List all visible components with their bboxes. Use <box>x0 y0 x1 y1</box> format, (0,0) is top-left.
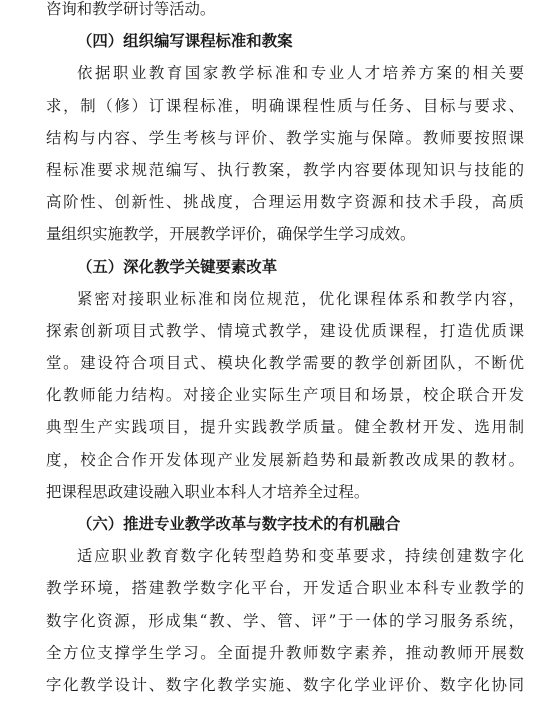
section-heading-4: （四）组织编写课程标准和教案 <box>77 32 293 51</box>
text-line: 结构与内容、学生考核与评价、教学实施与保障。教师要按照课 <box>46 128 524 147</box>
text-line: 全方位支撑学生学习。全面提升教师数字素养，推动教师开展数 <box>46 643 524 662</box>
text-line: 量组织实施教学，开展教学评价，确保学生学习成效。 <box>46 225 416 244</box>
text-line: 依据职业教育国家教学标准和专业人才培养方案的相关要 <box>77 64 524 83</box>
text-line: 求，制（修）订课程标准，明确课程性质与任务、目标与要求、 <box>46 96 524 115</box>
text-line: 典型生产实践项目，提升实践教学质量。健全教材开发、选用制 <box>46 418 524 437</box>
text-line: 紧密对接职业标准和岗位规范，优化课程体系和教学内容， <box>77 289 524 308</box>
text-line: 教学环境，搭建教学数字化平台，开发适合职业本科专业教学的 <box>46 579 524 598</box>
text-line: 字化教学设计、数字化教学实施、数字化学业评价、数字化协同 <box>46 675 524 694</box>
text-line: 适应职业教育数字化转型趋势和变革要求，持续创建数字化 <box>77 547 524 566</box>
text-line: 度，校企合作开发体现产业发展新趋势和最新教改成果的教材。 <box>46 450 524 469</box>
text-line: 探索创新项目式教学、情境式教学，建设优质课程，打造优质课 <box>46 321 524 340</box>
text-line: 高阶性、创新性、挑战度，合理运用数字资源和技术手段，高质 <box>46 193 524 212</box>
text-line: 数字化资源，形成集“教、学、管、评”于一体的学习服务系统， <box>46 611 524 630</box>
text-line: 化教师能力结构。对接企业实际生产项目和场景，校企联合开发 <box>46 386 524 405</box>
text-line: 堂。建设符合项目式、模块化教学需要的教学创新团队，不断优 <box>46 354 524 373</box>
section-heading-5: （五）深化教学关键要素改革 <box>77 257 278 276</box>
text-line: 咨询和教学研讨等活动。 <box>46 0 216 18</box>
text-line: 程标准要求规范编写、执行教案，教学内容要体现知识与技能的 <box>46 160 524 179</box>
section-heading-6: （六）推进专业教学改革与数字技术的有机融合 <box>77 515 401 533</box>
text-line: 把课程思政建设融入职业本科人才培养全过程。 <box>46 482 370 501</box>
